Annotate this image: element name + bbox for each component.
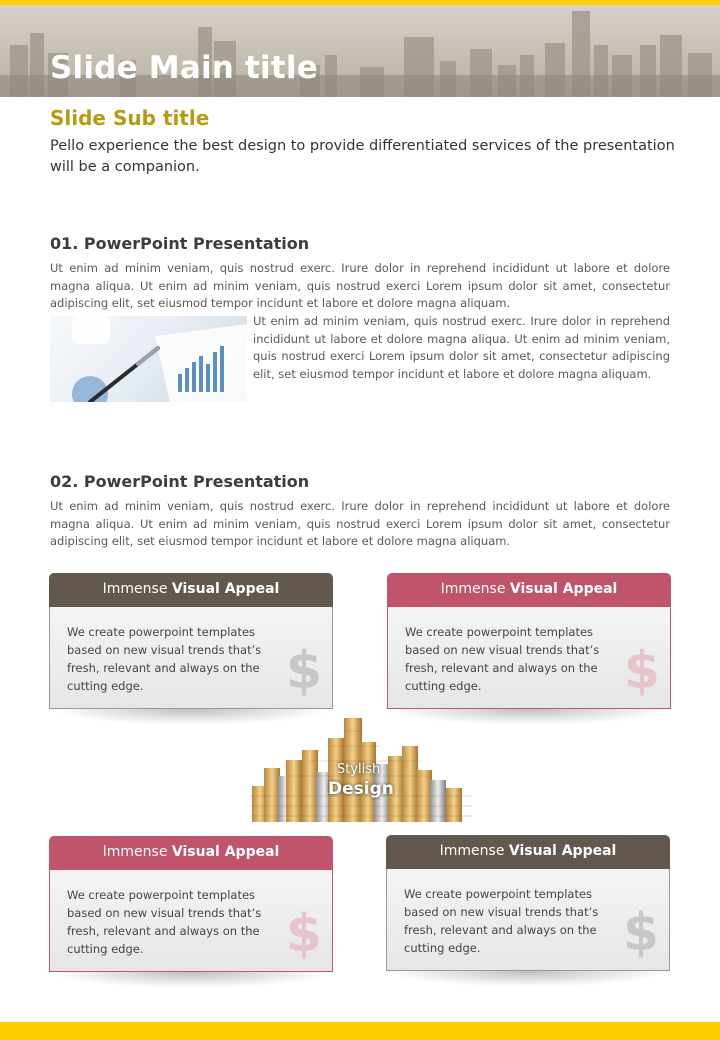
center-label-big: Design	[328, 779, 394, 799]
card-title-plain: Immense	[439, 843, 509, 859]
dollar-icon: $	[285, 904, 322, 964]
feature-card-3	[49, 836, 333, 988]
card-text: We create powerpoint templates based on new visual trends that’s fresh, relevant and always on the cutting edge.	[405, 625, 600, 693]
card-body	[49, 607, 333, 709]
card-header	[49, 836, 333, 870]
business-chart-photo	[50, 316, 247, 402]
header-banner	[0, 5, 720, 97]
card-header	[386, 835, 670, 869]
card-title-plain: Immense	[102, 844, 172, 860]
dollar-icon: $	[285, 641, 322, 701]
card-title-plain: Immense	[440, 581, 510, 597]
card-shadow	[386, 971, 670, 987]
card-text: We create powerpoint templates based on new visual trends that’s fresh, relevant and always on the cutting edge.	[404, 887, 599, 955]
card-body	[387, 607, 671, 709]
card-title-bold: Visual Appeal	[171, 844, 280, 860]
card-shadow	[49, 972, 333, 988]
card-body	[386, 869, 670, 971]
section2-title: 02. PowerPoint Presentation	[50, 472, 310, 491]
feature-card-4	[386, 835, 670, 987]
section1-title: 01. PowerPoint Presentation	[50, 234, 310, 253]
card-text: We create powerpoint templates based on new visual trends that’s fresh, relevant and always on the cutting edge.	[67, 625, 262, 693]
dollar-icon: $	[622, 903, 659, 963]
card-title-plain: Immense	[102, 581, 172, 597]
intro-text: Pello experience the best design to provide differentiated services of the presentation will be a companion.	[50, 138, 675, 175]
center-label-small: Stylish	[337, 762, 381, 777]
feature-card-2	[387, 573, 671, 725]
card-title-bold: Visual Appeal	[509, 581, 618, 597]
section1-paragraph: Ut enim ad minim veniam, quis nostrud exerc. Irure dolor in reprehend incididunt ut labore et dolore magna aliqua. Ut enim ad minim veniam, quis nostrud exerci Lorem ipsum dolor sit amet, consectetur adipiscing elit, set eiusmod tempor incidunt et labore et dolore magna aliquam.	[50, 261, 670, 310]
feature-card-1	[49, 573, 333, 725]
bottom-accent-bar	[0, 1022, 720, 1040]
card-title-bold: Visual Appeal	[508, 843, 617, 859]
card-header	[49, 573, 333, 607]
section2-paragraph: Ut enim ad minim veniam, quis nostrud exerc. Irure dolor in reprehend incididunt ut labore et dolore magna aliqua. Ut enim ad minim veniam, quis nostrud exerci Lorem ipsum dolor sit amet, consectetur adipiscing elit, set eiusmod tempor incidunt et labore et dolore magna aliquam.	[50, 499, 670, 548]
slide-sub-title: Slide Sub title	[50, 106, 210, 130]
card-text: We create powerpoint templates based on new visual trends that’s fresh, relevant and always on the cutting edge.	[67, 888, 262, 956]
section1-paragraph-2: Ut enim ad minim veniam, quis nostrud exerc. Irure dolor in reprehend incididunt ut labore et dolore magna aliqua. Ut enim ad minim veniam, quis nostrud exerci Lorem ipsum dolor sit amet, consectetur adipiscing elit, set eiusmod tempor incidunt et labore et dolore magna aliquam.	[253, 314, 670, 381]
card-header	[387, 573, 671, 607]
card-body	[49, 870, 333, 972]
card-title-bold: Visual Appeal	[171, 581, 280, 597]
slide-main-title: Slide Main title	[50, 50, 318, 86]
dollar-icon: $	[623, 641, 660, 701]
